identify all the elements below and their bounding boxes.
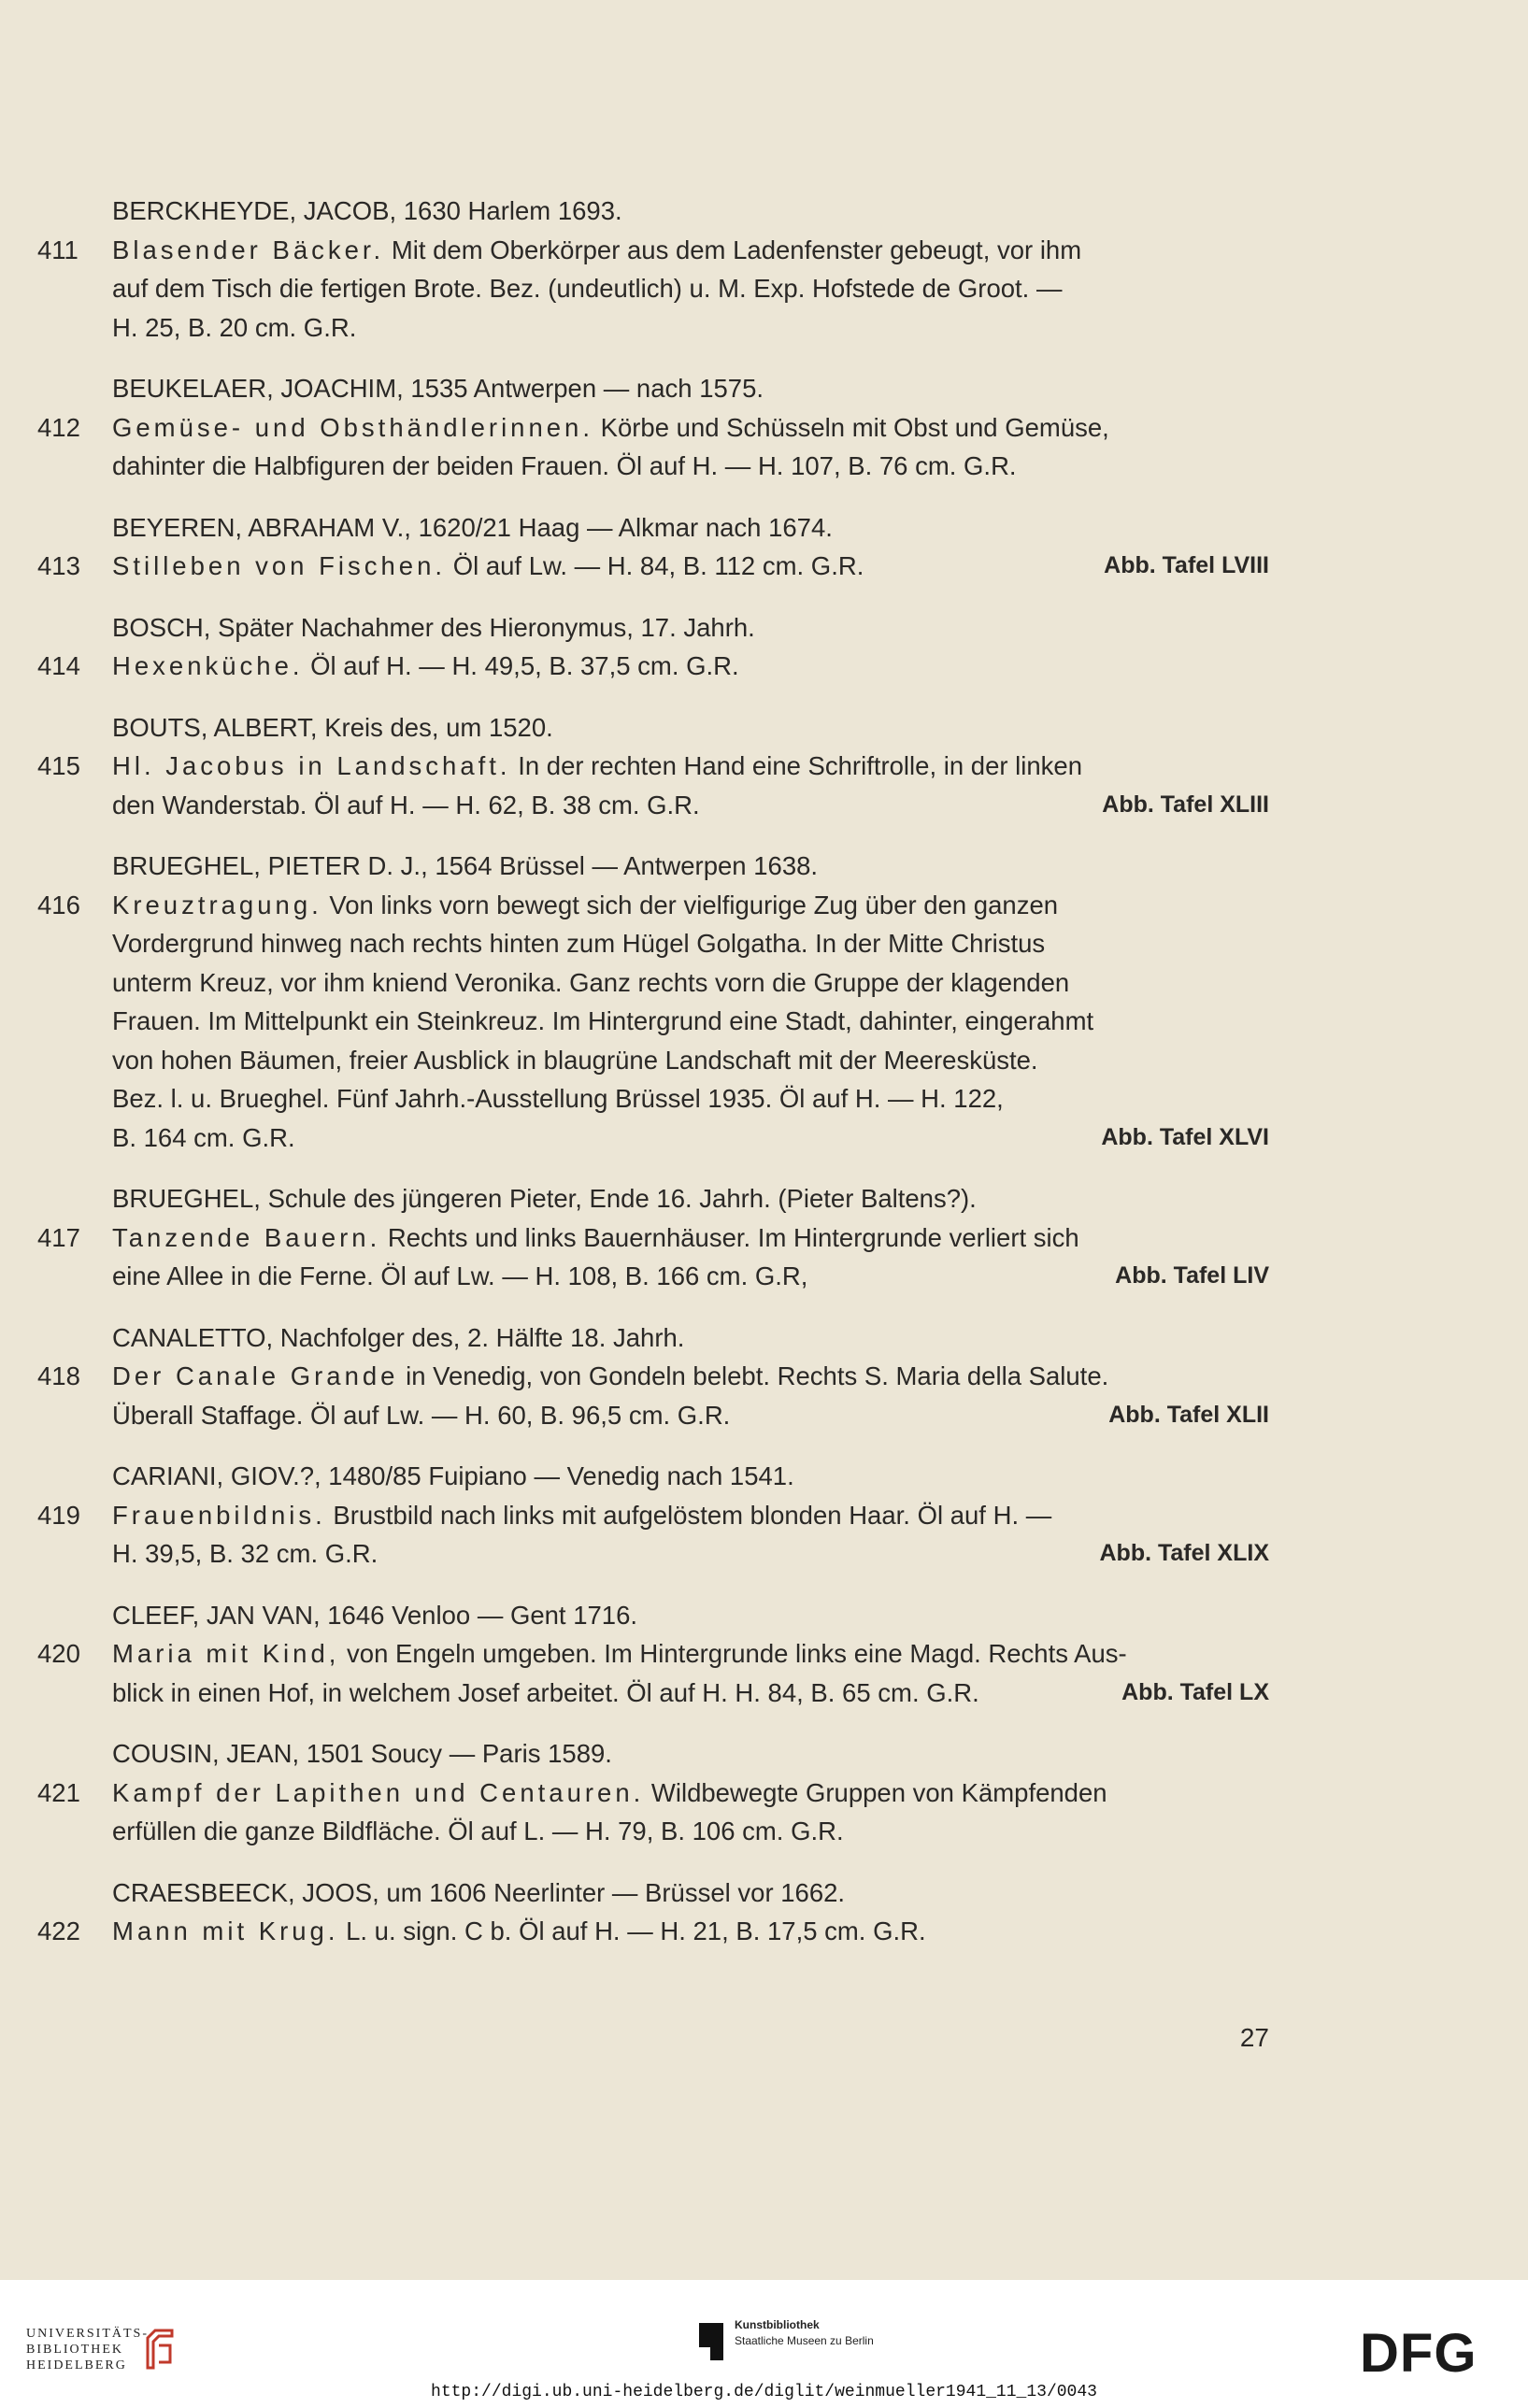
catalog-entry (37, 508, 1269, 586)
lot-item (37, 747, 1269, 824)
line-text: blick in einen Hof, in welchem Josef arbeitet. Öl auf H. H. 84, B. 65 cm. G.R. (112, 1677, 979, 1707)
description-line (112, 408, 1269, 448)
line-text: L. u. sign. C b. Öl auf H. — H. 21, B. 17,5 cm. G.R. (346, 1916, 926, 1945)
line-text: H. 25, B. 20 cm. G.R. (112, 312, 357, 342)
artist-heading: CANALETTO, Nachfolger des, 2. Hälfte 18. Jahrh. (112, 1322, 685, 1352)
line-text: Körbe und Schüsseln mit Obst und Gemüse, (600, 412, 1109, 442)
lot-number: 421 (37, 1777, 80, 1807)
line-text: Vordergrund hinweg nach rechts hinten zum Hügel Golgatha. In der Mitte Christus (112, 929, 1046, 958)
lot-description (112, 1357, 1269, 1434)
catalog-entry (37, 1874, 1269, 1951)
ub-line-3: HEIDELBERG (26, 2358, 127, 2372)
catalog-entry (37, 608, 1269, 686)
description-line (112, 1912, 1269, 1951)
kunstbibliothek-mark-icon (699, 2323, 723, 2360)
line-text: Frauen. Im Mittelpunkt ein Steinkreuz. Im Hintergrund eine Stadt, dahinter, eingerahmt (112, 1006, 1094, 1035)
description-line (112, 1634, 1269, 1674)
lot-item (37, 547, 1269, 586)
line-text: Überall Staffage. Öl auf Lw. — H. 60, B. 96,5 cm. G.R. (112, 1400, 731, 1430)
lot-title: Tanzende Bauern. (112, 1222, 381, 1252)
description-line (112, 547, 1269, 586)
description-line (112, 1774, 1269, 1813)
line-text: Öl auf Lw. — H. 84, B. 112 cm. G.R. (452, 551, 864, 580)
description-line (112, 963, 1269, 1003)
description-line (112, 1674, 1269, 1713)
dfg-logo[interactable]: DFG (1360, 2323, 1478, 2384)
line-text: Brustbild nach links mit aufgelöstem blonden Haar. Öl auf H. — (333, 1500, 1052, 1530)
lot-number: 417 (37, 1222, 80, 1252)
plate-reference: Abb. Tafel LVIII (1104, 552, 1269, 578)
lot-description (112, 1496, 1269, 1574)
line-text: Rechts und links Bauernhäuser. Im Hintergrunde verliert sich (387, 1222, 1079, 1252)
lot-description (112, 647, 1269, 686)
plate-reference: Abb. Tafel XLIX (1099, 1540, 1269, 1566)
page-url[interactable]: http://digi.ub.uni-heidelberg.de/diglit/weinmueller1941_11_13/0043 (431, 2383, 1097, 2401)
lot-description (112, 747, 1269, 824)
description-line (112, 1396, 1269, 1435)
ub-heidelberg-text (26, 2326, 149, 2373)
lot-title: Mann mit Krug. (112, 1916, 339, 1945)
lot-number: 412 (37, 412, 80, 442)
description-line (112, 269, 1269, 308)
description-line (112, 1119, 1269, 1158)
artist-heading: COUSIN, JEAN, 1501 Soucy — Paris 1589. (112, 1739, 612, 1768)
lot-item (37, 1774, 1269, 1851)
lot-title: Hexenküche. (112, 651, 304, 680)
lot-description (112, 1218, 1269, 1296)
lot-title: Gemüse- und Obsthändlerinnen. (112, 412, 593, 442)
description-line (112, 1257, 1269, 1296)
lot-item (37, 647, 1269, 686)
description-line (112, 786, 1269, 825)
line-text: B. 164 cm. G.R. (112, 1122, 295, 1152)
description-line (112, 1041, 1269, 1080)
kunstbibliothek-subtitle: Staatliche Museen zu Berlin (735, 2334, 874, 2347)
artist-heading: CLEEF, JAN VAN, 1646 Venloo — Gent 1716. (112, 1600, 638, 1630)
lot-item (37, 231, 1269, 348)
description-line (112, 1812, 1269, 1851)
lot-number: 418 (37, 1361, 80, 1390)
lot-item (37, 1634, 1269, 1712)
line-text: Mit dem Oberkörper aus dem Ladenfenster gebeugt, vor ihm (391, 235, 1082, 264)
lot-title: Kampf der Lapithen und Centauren. (112, 1777, 645, 1807)
lot-item (37, 886, 1269, 1158)
description-line (112, 747, 1269, 786)
lot-title: Kreuztragung. (112, 890, 322, 919)
description-line (112, 1002, 1269, 1041)
kunstbibliothek-logo[interactable] (699, 2317, 874, 2360)
plate-reference: Abb. Tafel LIV (1115, 1262, 1269, 1289)
lot-item (37, 408, 1269, 486)
artist-heading: CARIANI, GIOV.?, 1480/85 Fuipiano — Venedig nach 1541. (112, 1461, 794, 1490)
catalog-entry (37, 708, 1269, 825)
plate-reference: Abb. Tafel LX (1121, 1678, 1269, 1705)
catalog-entry (37, 192, 1269, 347)
plate-reference: Abb. Tafel XLVI (1101, 1123, 1269, 1150)
lot-description (112, 547, 1269, 586)
lot-number: 411 (37, 235, 79, 264)
lot-number: 420 (37, 1639, 80, 1668)
catalog-entry (37, 1179, 1269, 1296)
line-text: H. 39,5, B. 32 cm. G.R. (112, 1539, 378, 1568)
description-line (112, 1496, 1269, 1535)
line-text: dahinter die Halbfiguren der beiden Frauen. Öl auf H. — H. 107, B. 76 cm. G.R. (112, 451, 1017, 480)
line-text: In der rechten Hand eine Schriftrolle, in der linken (518, 751, 1083, 780)
lot-title: Hl. Jacobus in Landschaft. (112, 751, 511, 780)
line-text: Bez. l. u. Brueghel. Fünf Jahrh.-Ausstellung Brüssel 1935. Öl auf H. — H. 122, (112, 1084, 1004, 1113)
description-line (112, 1534, 1269, 1574)
lot-description (112, 231, 1269, 348)
ub-line-2: BIBLIOTHEK (26, 2342, 123, 2357)
description-line (112, 1079, 1269, 1119)
catalog-entry (37, 1457, 1269, 1574)
ub-heidelberg-logo[interactable] (26, 2325, 179, 2373)
line-text: von hohen Bäumen, freier Ausblick in blaugrüne Landschaft mit der Meeresküste. (112, 1045, 1038, 1075)
lot-description (112, 1634, 1269, 1712)
catalog-entry (37, 1734, 1269, 1851)
artist-heading: BRUEGHEL, PIETER D. J., 1564 Brüssel — Antwerpen 1638. (112, 851, 819, 880)
ub-line-1: UNIVERSITÄTS- (26, 2326, 149, 2341)
lot-number: 419 (37, 1500, 80, 1530)
lot-description (112, 1912, 1269, 1951)
description-line (112, 1218, 1269, 1258)
line-text: eine Allee in die Ferne. Öl auf Lw. — H. 108, B. 166 cm. G.R, (112, 1261, 808, 1290)
artist-heading: BEYEREN, ABRAHAM V., 1620/21 Haag — Alkmar nach 1674. (112, 512, 833, 542)
catalog-entry (37, 847, 1269, 1157)
lot-title: Frauenbildnis. (112, 1500, 326, 1530)
lot-title: Blasender Bäcker. (112, 235, 385, 264)
lot-title: Maria mit Kind, (112, 1639, 340, 1668)
lot-description (112, 1774, 1269, 1851)
lot-number: 422 (37, 1916, 80, 1945)
lot-title: Der Canale Grande (112, 1361, 399, 1390)
catalog-entry (37, 1318, 1269, 1435)
lot-number: 414 (37, 651, 80, 680)
artist-heading: BEUKELAER, JOACHIM, 1535 Antwerpen — nach 1575. (112, 374, 764, 403)
artist-heading: BOUTS, ALBERT, Kreis des, um 1520. (112, 712, 553, 742)
description-line (112, 924, 1269, 963)
lot-description (112, 886, 1269, 1158)
description-line (112, 231, 1269, 270)
line-text: Wildbewegte Gruppen von Kämpfenden (650, 1777, 1107, 1807)
lot-description (112, 408, 1269, 486)
lot-item (37, 1218, 1269, 1296)
line-text: Öl auf H. — H. 49,5, B. 37,5 cm. G.R. (310, 651, 739, 680)
plate-reference: Abb. Tafel XLII (1108, 1401, 1269, 1428)
lot-number: 415 (37, 751, 80, 780)
line-text: auf dem Tisch die fertigen Brote. Bez. (undeutlich) u. M. Exp. Hofstede de Groot. — (112, 274, 1063, 303)
catalog-entry (37, 1596, 1269, 1713)
description-line (112, 647, 1269, 686)
artist-heading: BOSCH, Später Nachahmer des Hieronymus, 17. Jahrh. (112, 612, 755, 642)
ub-heidelberg-mark-icon (138, 2325, 179, 2373)
lot-item (37, 1912, 1269, 1951)
line-text: den Wanderstab. Öl auf H. — H. 62, B. 38 cm. G.R. (112, 790, 700, 819)
artist-heading: CRAESBEECK, JOOS, um 1606 Neerlinter — Brüssel vor 1662. (112, 1877, 846, 1907)
description-line (112, 308, 1269, 348)
line-text: unterm Kreuz, vor ihm kniend Veronika. Ganz rechts vorn die Gruppe der klagenden (112, 967, 1070, 997)
kunstbibliothek-title: Kunstbibliothek (735, 2318, 820, 2331)
lot-item (37, 1357, 1269, 1434)
line-text: von Engeln umgeben. Im Hintergrunde links eine Magd. Rechts Aus- (347, 1639, 1127, 1668)
line-text: Von links vorn bewegt sich der vielfigurige Zug über den ganzen (329, 890, 1059, 919)
plate-reference: Abb. Tafel XLIII (1102, 791, 1269, 818)
line-text: in Venedig, von Gondeln belebt. Rechts S. Maria della Salute. (406, 1361, 1109, 1390)
description-line (112, 1357, 1269, 1396)
page-number: 27 (1239, 2023, 1269, 2052)
line-text: erfüllen die ganze Bildfläche. Öl auf L. — H. 79, B. 106 cm. G.R. (112, 1817, 844, 1845)
artist-heading: BERCKHEYDE, JACOB, 1630 Harlem 1693. (112, 196, 622, 225)
lot-title: Stilleben von Fischen. (112, 551, 447, 580)
lot-number: 416 (37, 890, 80, 919)
description-line (112, 886, 1269, 925)
lot-item (37, 1496, 1269, 1574)
description-line (112, 447, 1269, 486)
artist-heading: BRUEGHEL, Schule des jüngeren Pieter, Ende 16. Jahrh. (Pieter Baltens?). (112, 1184, 977, 1213)
catalog-entry (37, 369, 1269, 486)
lot-number: 413 (37, 551, 80, 580)
catalog-entries (37, 192, 1269, 1973)
